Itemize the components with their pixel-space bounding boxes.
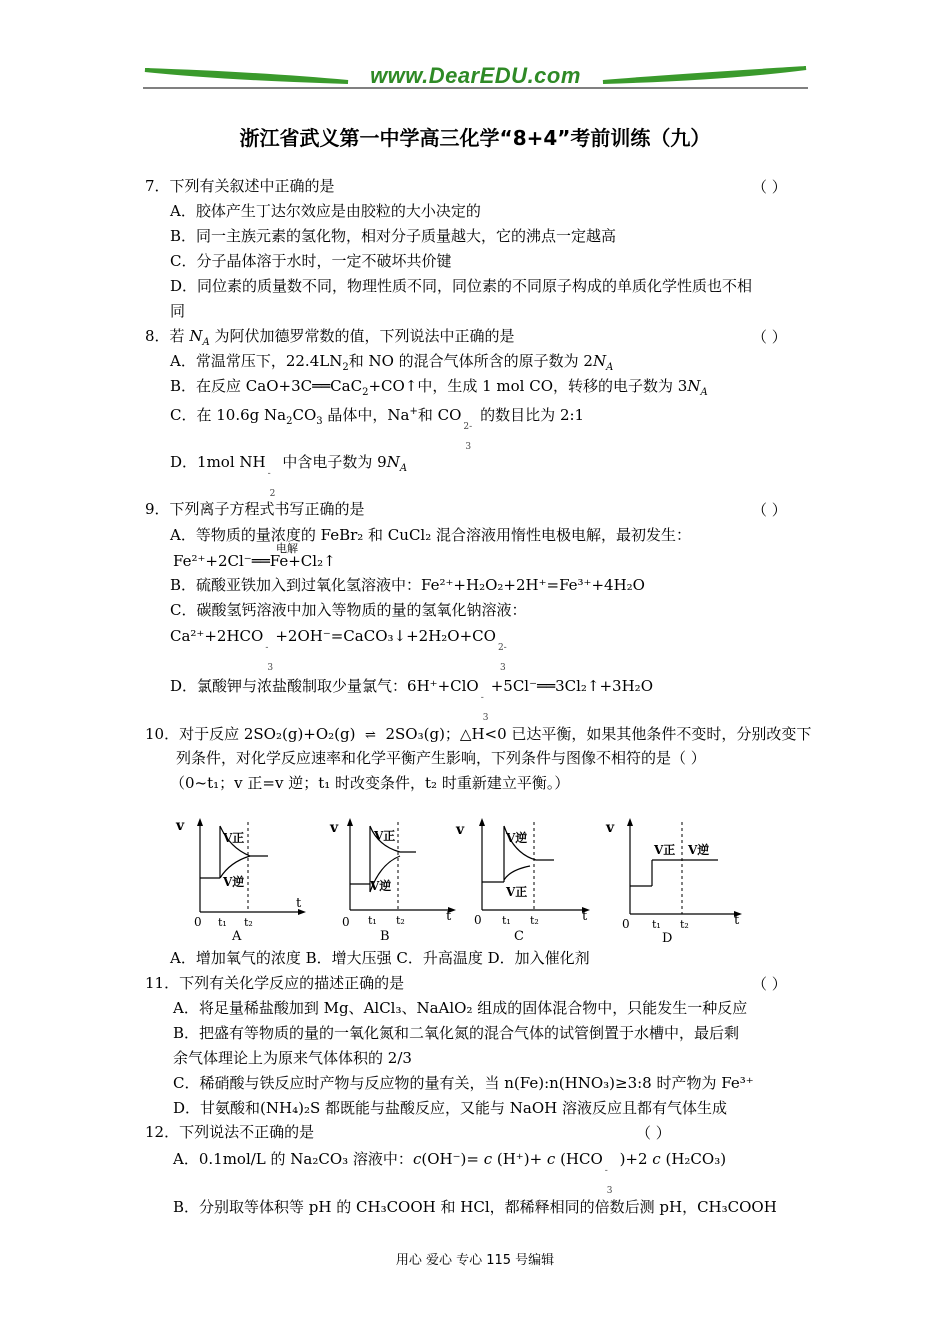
- q9-option-a-equation: Fe²⁺+2Cl⁻══Fe+Cl₂↑: [173, 552, 336, 570]
- graph-b: [320, 814, 460, 948]
- svg-text:v: v: [330, 820, 339, 836]
- q7-option-a: A．胶体产生丁达尔效应是由胶粒的大小决定的: [170, 202, 481, 220]
- q12-option-b: B．分别取等体积等 pH 的 CH₃COOH 和 HCl，都稀释相同的倍数后测 pH，CH₃COOH: [173, 1198, 777, 1216]
- svg-text:D: D: [662, 931, 673, 944]
- q7-option-d: D．同位素的质量数不同，物理性质不同，同位素的不同原子构成的单质化学性质也不相: [170, 277, 753, 295]
- q7-answer-bracket: （ ）: [752, 178, 787, 196]
- svg-text:V逆: V逆: [223, 875, 245, 889]
- graph-a: [170, 812, 310, 946]
- svg-text:t₁: t₁: [218, 916, 227, 929]
- q10-options: A．增加氧气的浓度 B．增大压强 C．升高温度 D．加入催化剂: [170, 949, 590, 967]
- header-banner: [143, 62, 808, 94]
- q11-stem: 11．下列有关化学反应的描述正确的是: [145, 974, 405, 992]
- q9-option-c: C．碳酸氢钙溶液中加入等物质的量的氢氧化钠溶液：: [170, 601, 527, 619]
- graph-a-y-label: v: [176, 818, 185, 834]
- svg-text:C: C: [514, 929, 524, 944]
- q11-option-a: A．将足量稀盐酸加到 Mg、AlCl₃、NaAlO₂ 组成的固体混合物中，只能发生一种反应: [173, 999, 748, 1017]
- page-title: 浙江省武义第一中学高三化学“8+4”考前训练（九）: [239, 126, 711, 150]
- q11-option-d: D．甘氨酸和(NH₄)₂S 都既能与盐酸反应，又能与 NaOH 溶液反应且都有气体生成: [173, 1099, 727, 1117]
- svg-text:0: 0: [342, 915, 350, 929]
- q8-stem: 8．若 $N_A$ 为阿伏加德罗常数的值，下列说法中正确的是: [145, 327, 515, 348]
- q7-option-b: B．同一主族元素的氢化物，相对分子质量越大，它的沸点一定越高: [170, 227, 617, 245]
- q7-option-d-cont: 同: [170, 302, 186, 320]
- svg-text:t: t: [582, 909, 588, 924]
- q9-option-d: D．氯酸钾与浓盐酸制取少量氯气：6H⁺+ClO - 3 +5Cl⁻══3Cl₂↑+3H₂O: [170, 677, 653, 723]
- q8-option-d: D．1mol NH - 2 中含电子数为 $9N_A$: [170, 453, 408, 499]
- svg-text:V正: V正: [506, 885, 528, 899]
- q9-option-c-equation: Ca²⁺+2HCO - 3 +2OH⁻=CaCO₃↓+2H₂O+CO 2- 3: [170, 627, 507, 673]
- svg-text:V正: V正: [374, 829, 396, 843]
- svg-text:V正: V正: [223, 831, 245, 845]
- page-footer: 用心 爱心 专心 115 号编辑: [395, 1253, 555, 1268]
- graph-d: [600, 814, 750, 948]
- q9-option-b: B．硫酸亚铁加入到过氧化氢溶液中：Fe²⁺+H₂O₂+2H⁺=Fe³⁺+4H₂O: [170, 576, 645, 594]
- q12-answer-bracket: （ ）: [636, 1124, 671, 1142]
- svg-text:t₁: t₁: [502, 914, 511, 927]
- q11-answer-bracket: （ ）: [752, 975, 787, 993]
- q12-stem: 12．下列说法不正确的是: [145, 1123, 315, 1141]
- q11-option-b-cont: 余气体理论上为原来气体体积的 2/3: [173, 1049, 412, 1067]
- svg-text:B: B: [380, 929, 390, 944]
- svg-text:0: 0: [194, 915, 202, 929]
- q8-option-b: B．在反应 CaO+3C══CaC$_2$+CO↑中，生成 1 mol CO，转移的电子数为 $3N_A$: [170, 377, 708, 398]
- svg-text:t₂: t₂: [530, 914, 539, 927]
- svg-text:t₁: t₁: [652, 918, 661, 931]
- q8-option-c: C．在 10.6g $Na_2CO_3$ 晶体中，Na+和 CO 2- 3 的数目比为 2:1: [170, 406, 585, 452]
- svg-text:V逆: V逆: [370, 879, 392, 893]
- q8-option-a: A．常温常压下，$22.4LN_2$和 NO 的混合气体所含的原子数为 $2N_A$: [170, 352, 614, 373]
- q11-option-c: C．稀硝酸与铁反应时产物与反应物的量有关，当 n(Fe):n(HNO₃)≥3:8 时产物为 Fe³⁺: [173, 1074, 754, 1092]
- svg-text:t₂: t₂: [396, 914, 405, 927]
- equilibrium-arrow: ⇌: [365, 728, 376, 743]
- svg-text:t₂: t₂: [680, 918, 689, 931]
- q9-stem: 9．下列离子方程式书写正确的是: [145, 500, 365, 518]
- q10-condition-note: （0~t₁；v 正=v 逆；t₁ 时改变条件，t₂ 时重新建立平衡。）: [170, 774, 570, 792]
- q9-answer-bracket: （ ）: [752, 501, 787, 519]
- q9-electrolysis-condition: 电解: [276, 542, 298, 555]
- q8-answer-bracket: （ ）: [752, 328, 787, 346]
- q10-stem: 10．对于反应 2SO₂(g)+O₂(g) ⇌ 2SO₃(g)；△H<0 已达平衡，如果其他条件不变时，分别改变下: [145, 723, 811, 747]
- q7-stem: 7．下列有关叙述中正确的是: [145, 177, 335, 195]
- svg-text:t₁: t₁: [368, 914, 377, 927]
- q12-option-a: A．0.1mol/L 的 Na₂CO₃ 溶液中：c(OH⁻)= c (H⁺)+ c (HCO - 3 )+2 c (H₂CO₃): [173, 1150, 727, 1196]
- svg-text:v: v: [606, 820, 615, 836]
- svg-text:V逆: V逆: [506, 831, 528, 845]
- graph-c: [450, 814, 600, 948]
- svg-text:V逆: V逆: [688, 843, 710, 857]
- svg-text:v: v: [456, 822, 465, 838]
- svg-text:t: t: [296, 896, 302, 911]
- site-url: www.DearEDU.com: [370, 63, 581, 88]
- svg-text:t: t: [446, 909, 452, 924]
- svg-text:A: A: [232, 929, 242, 942]
- q10-stem-cont: 列条件，对化学反应速率和化学平衡产生影响，下列条件与图像不相符的是（ ）: [176, 749, 706, 767]
- svg-text:t: t: [734, 913, 740, 928]
- svg-text:0: 0: [474, 913, 482, 927]
- svg-text:0: 0: [622, 917, 630, 931]
- svg-text:t₂: t₂: [244, 916, 253, 929]
- q9-option-a: A．等物质的量浓度的 FeBr₂ 和 CuCl₂ 混合溶液用惰性电极电解，最初发生：: [170, 526, 692, 544]
- q7-option-c: C．分子晶体溶于水时，一定不破坏共价键: [170, 252, 452, 270]
- q11-option-b: B．把盛有等物质的量的一氧化氮和二氧化氮的混合气体的试管倒置于水槽中，最后剩: [173, 1024, 740, 1042]
- svg-text:V正: V正: [654, 843, 676, 857]
